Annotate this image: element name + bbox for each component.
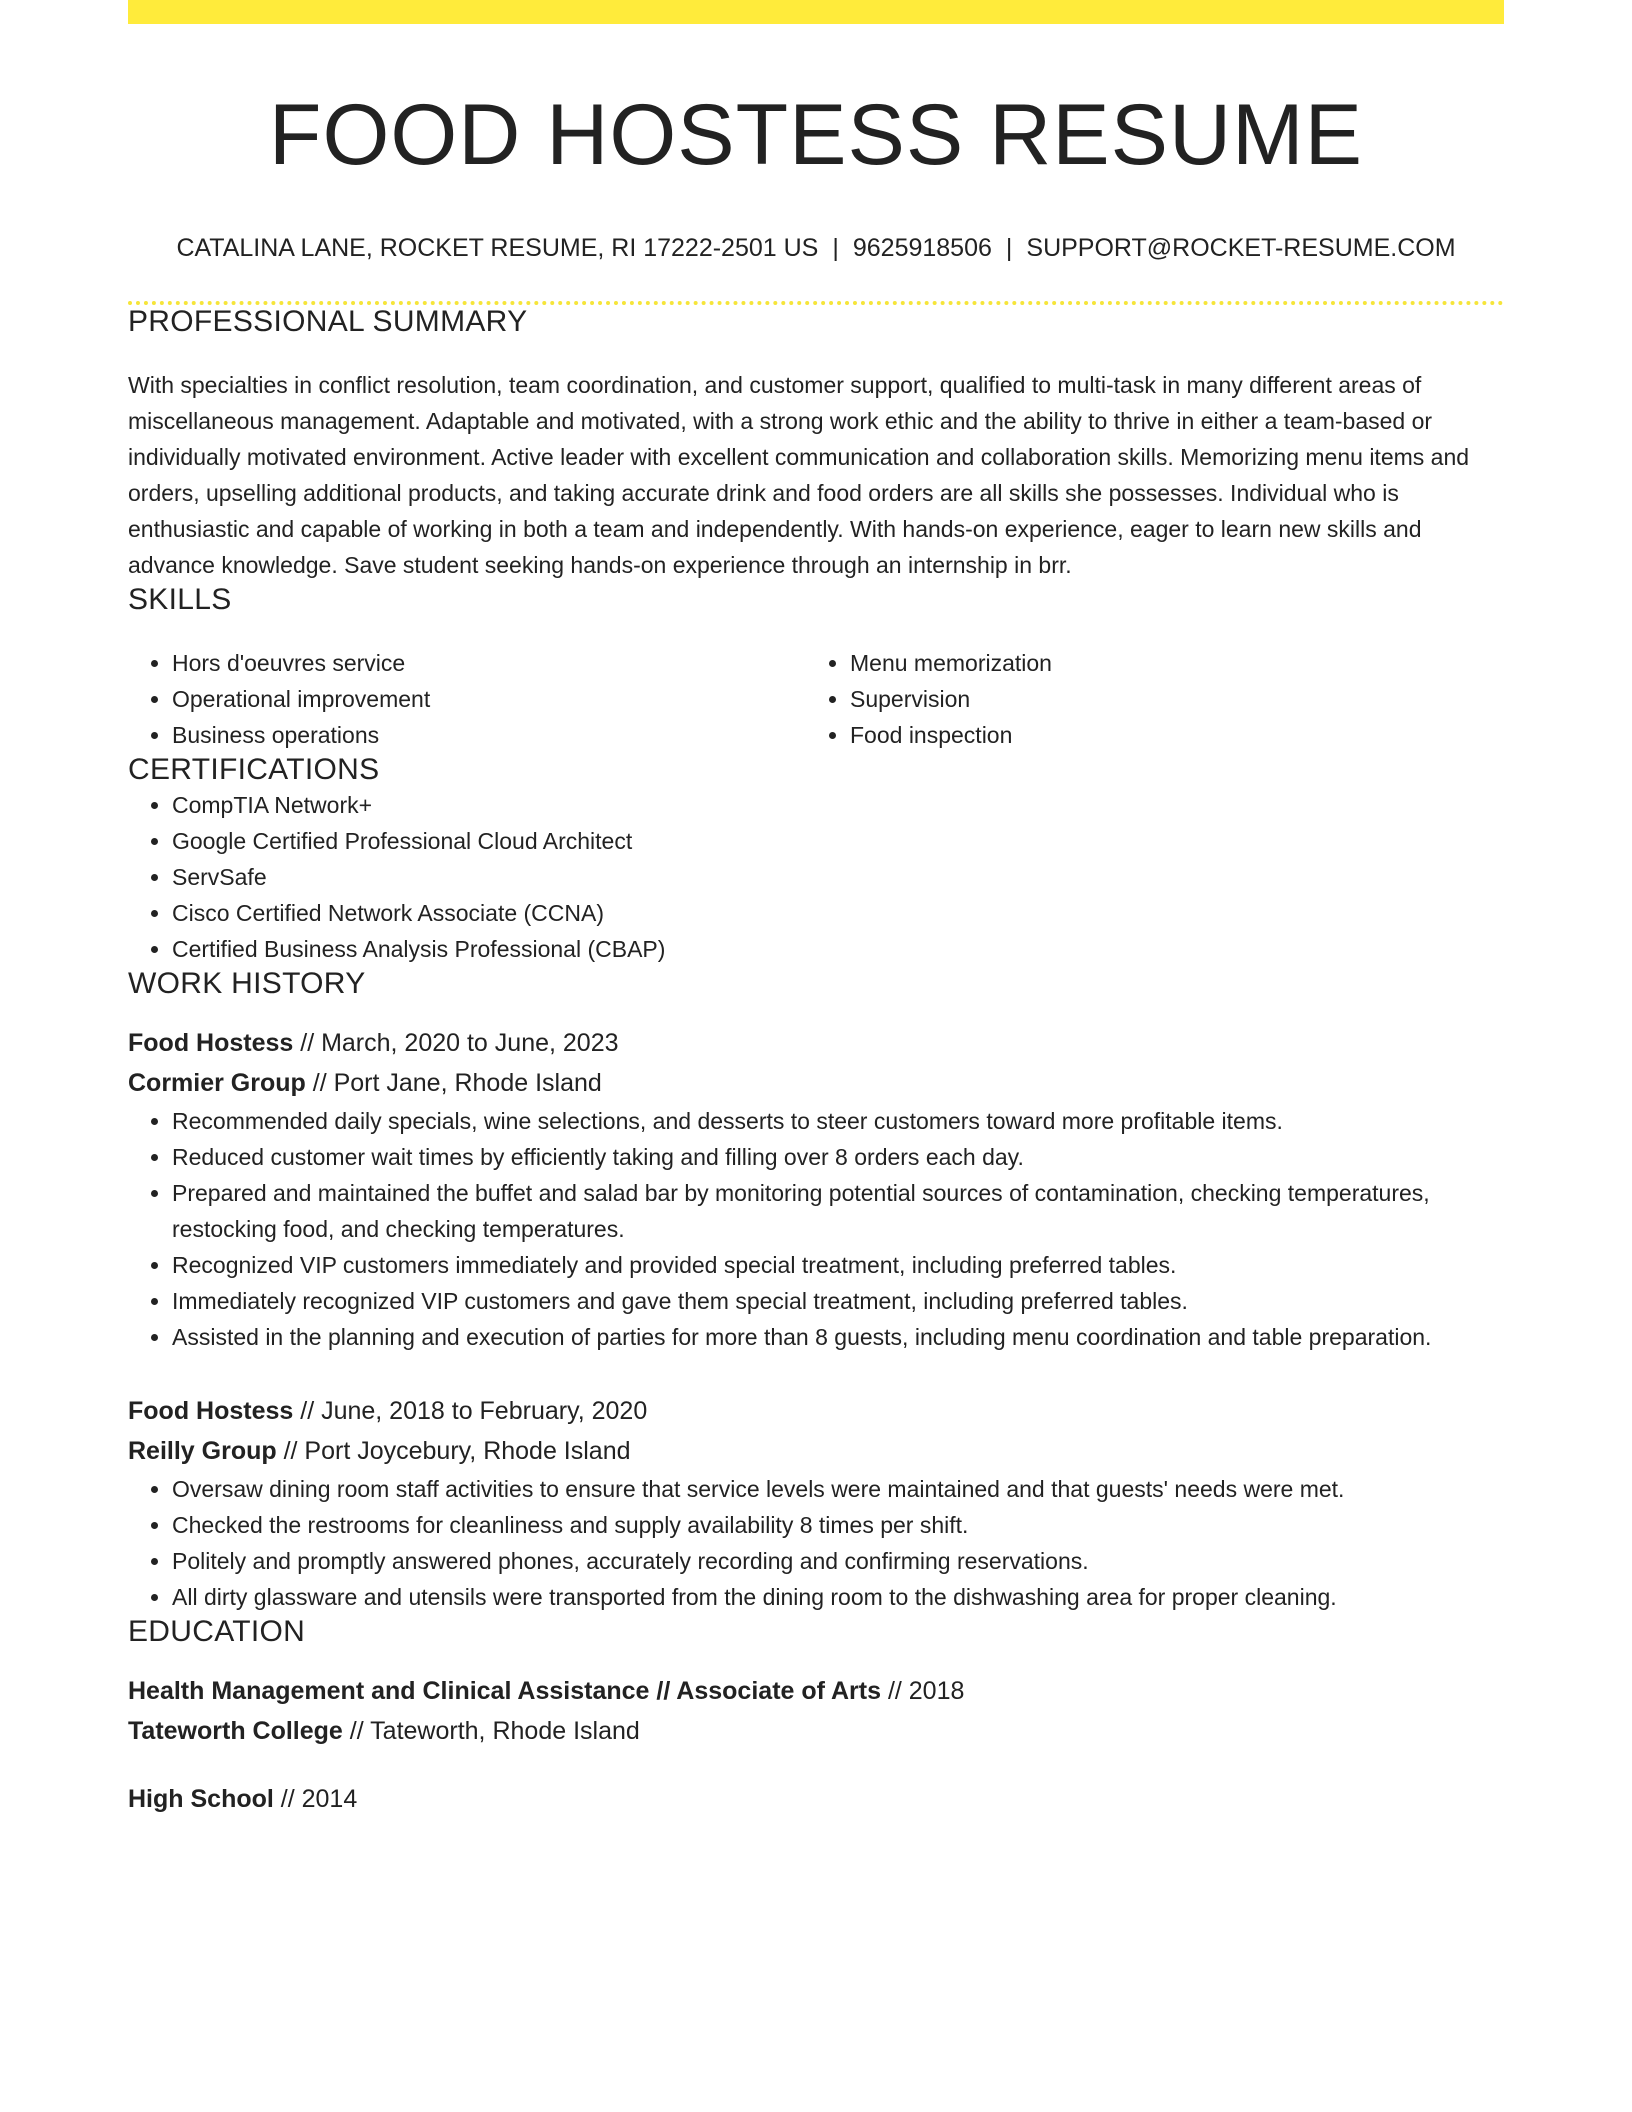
contact-address: CATALINA LANE, ROCKET RESUME, RI 17222-2501 US — [176, 234, 819, 263]
job-duty-item: • Checked the restrooms for cleanliness and supply availability 8 times per shift. — [172, 1507, 1504, 1543]
job-company-line — [128, 1063, 1504, 1103]
job-duties-list — [128, 1471, 1504, 1615]
job-company-line — [128, 1431, 1504, 1471]
skill-item: • Food inspection — [850, 717, 1484, 753]
job-duty-item: • Politely and promptly answered phones, accurately recording and confirming reservations. — [172, 1543, 1504, 1579]
skill-item: • Supervision — [850, 681, 1484, 717]
skills-grid — [128, 645, 1504, 753]
skills-column-right — [806, 645, 1484, 753]
education-degree-line — [128, 1779, 1504, 1819]
job-duty-item: • Recognized VIP customers immediately and provided special treatment, including preferred tables. — [172, 1247, 1504, 1283]
education-year: // 2018 — [881, 1677, 965, 1706]
summary-text: With specialties in conflict resolution, team coordination, and customer support, qualified to multi-task in many different areas of miscellaneous management. Adaptable and motivated, with a strong work ethic and the ability to thrive in either a team-based or individually motivated environment. Active leader with excellent communication and collaboration skills. Memorizing menu items and orders, upselling additional products, and taking accurate drink and food orders are all skills she possesses. Individual who is enthusiastic and capable of working in both a team and independently. With hands-on experience, eager to learn new skills and advance knowledge. Save student seeking hands-on experience through an internship in brr. — [128, 372, 1470, 579]
education-school: Tateworth College — [128, 1717, 343, 1746]
certifications-list — [128, 787, 1504, 967]
job-duty-item: • Oversaw dining room staff activities to ensure that service levels were maintained and that guests' needs were met. — [172, 1471, 1504, 1507]
job-duty-item: • Assisted in the planning and execution of parties for more than 8 guests, including menu coordination and table preparation. — [172, 1319, 1504, 1355]
job-title: Food Hostess — [128, 1397, 294, 1426]
resume-title: FOOD HOSTESS RESUME — [268, 87, 1364, 183]
education-degree-line — [128, 1671, 1504, 1711]
contact-phone: 9625918506 — [852, 234, 992, 263]
job-dates: // June, 2018 to February, 2020 — [293, 1397, 648, 1426]
job-duty-item: • Recommended daily specials, wine selections, and desserts to steer customers toward more profitable items. — [172, 1103, 1504, 1139]
job-title-line — [128, 1391, 1504, 1431]
education-year: // 2014 — [273, 1785, 358, 1814]
job-duty-item: • Prepared and maintained the buffet and salad bar by monitoring potential sources of contamination, checking temperatures, restocking food, and checking temperatures. — [172, 1175, 1504, 1247]
certifications-heading: CERTIFICATIONS — [128, 753, 380, 787]
skills-column-left — [128, 645, 806, 753]
accent-bar — [128, 0, 1504, 24]
certification-item: • ServSafe — [172, 859, 1504, 895]
skills-list-right — [806, 645, 1484, 753]
job-location: // Port Joycebury, Rhode Island — [276, 1437, 631, 1466]
summary-heading: PROFESSIONAL SUMMARY — [128, 305, 528, 339]
contact-email: SUPPORT@ROCKET-RESUME.COM — [1026, 234, 1456, 263]
job-duty-item: • Reduced customer wait times by efficiently taking and filling over 8 orders each day. — [172, 1139, 1504, 1175]
job-company: Reilly Group — [128, 1437, 277, 1466]
skill-item: • Operational improvement — [172, 681, 806, 717]
job-company: Cormier Group — [128, 1069, 306, 1098]
certification-item: • CompTIA Network+ — [172, 787, 1504, 823]
job-title: Food Hostess — [128, 1029, 294, 1058]
education-location: // Tateworth, Rhode Island — [342, 1717, 640, 1746]
skill-item: • Business operations — [172, 717, 806, 753]
education-school-line — [128, 1711, 1504, 1751]
education-degree: Health Management and Clinical Assistance // Associate of Arts — [128, 1677, 881, 1706]
resume-page — [128, 0, 1504, 1819]
skill-item: • Menu memorization — [850, 645, 1484, 681]
education-heading: EDUCATION — [128, 1615, 306, 1649]
work-history-heading: WORK HISTORY — [128, 967, 366, 1001]
education-degree: High School — [128, 1785, 274, 1814]
certification-item: • Certified Business Analysis Professional (CBAP) — [172, 931, 1504, 967]
job-location: // Port Jane, Rhode Island — [305, 1069, 602, 1098]
certification-item: • Cisco Certified Network Associate (CCNA) — [172, 895, 1504, 931]
contact-separator: | — [1005, 234, 1013, 263]
job-title-line — [128, 1023, 1504, 1063]
contact-line — [128, 233, 1504, 263]
job-dates: // March, 2020 to June, 2023 — [293, 1029, 619, 1058]
skills-heading: SKILLS — [128, 583, 232, 617]
contact-separator: | — [832, 234, 839, 263]
job-duty-item: • All dirty glassware and utensils were transported from the dining room to the dishwashing area for proper cleaning. — [172, 1579, 1504, 1615]
skills-list-left — [128, 645, 806, 753]
skill-item: • Hors d'oeuvres service — [172, 645, 806, 681]
job-duty-item: • Immediately recognized VIP customers and gave them special treatment, including preferred tables. — [172, 1283, 1504, 1319]
certification-item: • Google Certified Professional Cloud Architect — [172, 823, 1504, 859]
job-duties-list — [128, 1103, 1504, 1355]
